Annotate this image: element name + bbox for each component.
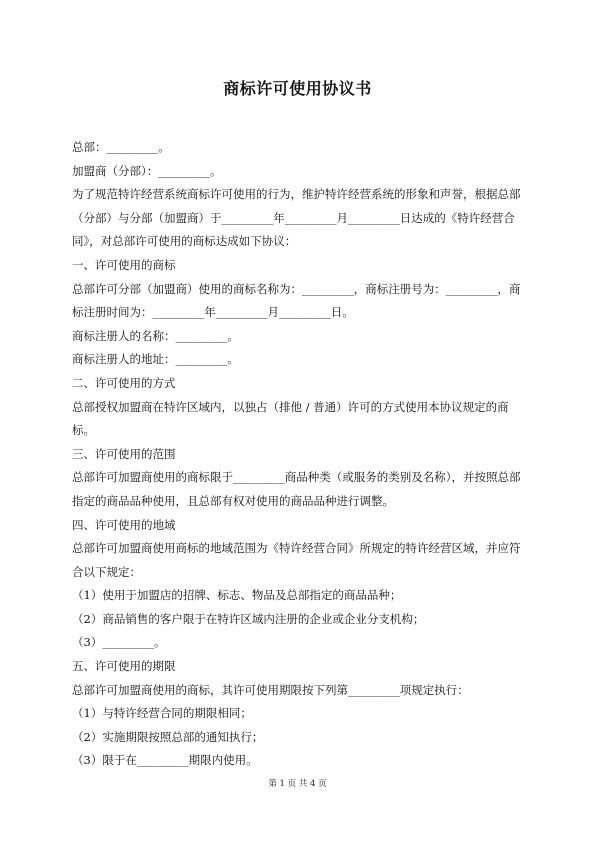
section-heading-4: 四、许可使用的地域 <box>72 517 176 532</box>
list-item: （2）实施期限按照总部的通知执行； <box>72 729 264 744</box>
paragraph-franchisee: 加盟商（分部）：_________。 <box>72 163 222 178</box>
document-body <box>72 136 524 773</box>
list-item: （2）商品销售的客户限于在特许区域内注册的企业或企业分支机构； <box>72 611 425 626</box>
list-item: （1）与特许经营合同的期限相同； <box>72 706 252 721</box>
paragraph-license-method: 总部授权加盟商在特许区域内，以独占（排他 / 普通）许可的方式使用本协议规定的商标。 <box>72 399 509 438</box>
list-item: （3）_________。 <box>72 635 166 650</box>
page-footer: 第 1 页 共 4 页 <box>268 779 327 789</box>
section-heading-5: 五、许可使用的期限 <box>72 659 176 674</box>
section-heading-3: 三、许可使用的范围 <box>72 446 176 461</box>
paragraph-license-term: 总部许可加盟商使用的商标，其许可使用期限按下列第_________项规定执行： <box>72 682 469 697</box>
paragraph-trademark-name: 总部许可分部（加盟商）使用的商标名称为：_________，商标注册号为：_________，商标注册时间为：_________年_________月_________日。 <box>72 281 521 320</box>
list-item: （1）使用于加盟店的招牌、标志、物品及总部指定的商品品种； <box>72 588 402 603</box>
paragraph-license-scope: 总部许可加盟商使用的商标限于_________商品种类（或服务的类别及名称），并按照总部指定的商品品种使用，且总部有权对使用的商品品种进行调整。 <box>72 470 521 508</box>
document-title: 商标许可使用协议书 <box>223 79 372 98</box>
paragraph-registrant-name: 商标注册人的名称：_________。 <box>72 328 239 343</box>
paragraph-registrant-address: 商标注册人的地址：_________。 <box>72 352 239 367</box>
paragraph-headquarters: 总部：_________。 <box>72 140 170 154</box>
section-heading-2: 二、许可使用的方式 <box>72 375 176 390</box>
section-heading-1: 一、许可使用的商标 <box>72 257 176 272</box>
paragraph-preamble: 为了规范特许经营系统商标许可使用的行为，维护特许经营系统的形象和声誉，根据总部（分部）与分部（加盟商）于_________年_________月_________日达成的《特许经营合同》，对总部许可使用的商标达成如下协议： <box>72 187 521 249</box>
list-item: （3）限于在_________期限内使用。 <box>72 753 258 768</box>
paragraph-license-territory: 总部许可加盟商使用商标的地域范围为《特许经营合同》所规定的特许经营区域，并应符合以下规定： <box>72 541 521 579</box>
